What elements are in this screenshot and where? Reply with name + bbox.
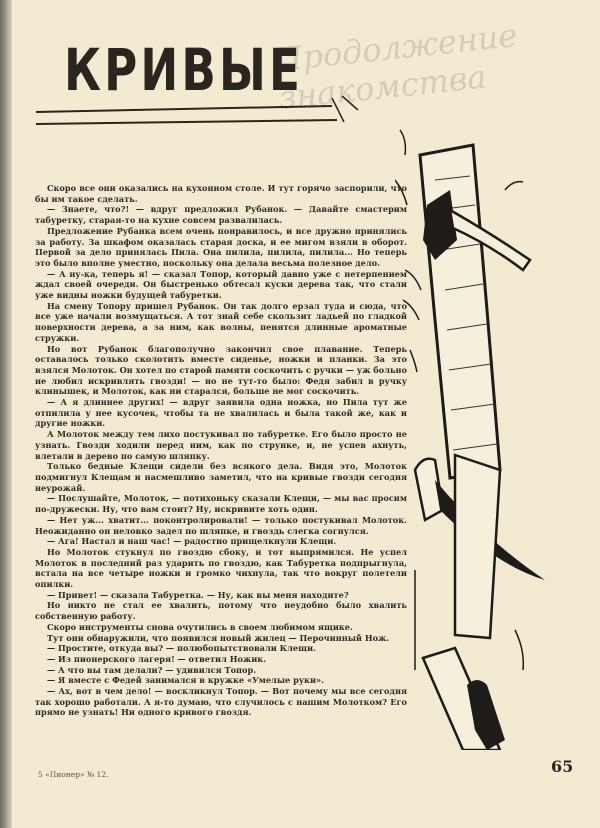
paragraph: — Из пионерского лагеря! — ответил Ножик. [47,653,267,664]
page-number: 65 [551,757,574,776]
paragraph: Предложение Рубанка всем очень понравилось, и все дружно принялись за работу. За шкафом оказалась старая доска, и ее мигом взяли в оборот. Первой за дело принялась Пила. Она пилила, пилила, пилила... Но теперь это было вполне уместно, поскольку она делала весьма полезное дело. [35,225,407,268]
paragraph: — Я вместе с Федей занимался в кружке «Умелые руки». [47,675,325,686]
paragraph: — Ах, вот в чем дело! — воскликнул Топор. — Вот почему мы все сегодня так хорошо работали. А я-то думаю, что случилось с нашим Молотком? Его прямо не узнать! Ни одного кривого гвоздя. [35,686,407,718]
paragraph: Тут они обнаружили, что появился новый жилец — Перочинный Нож. [47,632,390,643]
paragraph: Скоро инструменты снова очутились в своем любимом ящике. [47,621,353,632]
story-title: КРИВЫЕ [64,36,303,104]
issue-signature: 5 «Пионер» № 12. [38,770,109,779]
paragraph: Скоро все они оказались на кухонном столе. И тут горячо заспорили, что бы им такое сделать. [35,183,407,204]
paragraph: — Нет уж... хватит... поконтролировали! — только постукивал Молоток. Неожиданно он неловко задел по шляпке, и гвоздь слегка согнулся. [35,514,407,536]
paragraph: — Простите, откуда вы? — полюбопытствовали Клещи. [47,643,316,654]
title-block [32,36,332,126]
paragraph: Только бедные Клещи сидели без всякого дела. Видя это, Молоток подмигнул Клещам и насмешливо заметил, что на кривые гвозди сегодня неурожай. [35,461,407,493]
tools-illustration-icon [395,110,575,750]
story-text [35,183,407,718]
paragraph: Но Молоток стукнул по гвоздю сбоку, и тот выпрямился. Не успел Молоток в последний раз ударить по гвоздю, как Табуретка подпрыгнула, встала на все четыре ножки и громко чихнула, так что вокруг полетели опилки. [35,546,407,590]
title-underline-icon [32,86,372,126]
paragraph: — А ну-ка, теперь я! — сказал Топор, который давно уже с нетерпением ждал своей очереди. Он быстренько обтесал куски дерева так, что стали уже видны ножки будущей табуретки. [35,268,407,301]
paragraph: — Ага! Настал и наш час! — радостно прищелкнули Клещи. [47,536,337,547]
paragraph: А Молоток между тем лихо постукивал по табуретке. Его было просто не узнать. Гвозди ходили перед ним, как по струнке, и, не успев ахнуть, влетали в дерево по самую шляпку. [35,429,407,461]
paragraph: — Привет! — сказала Табуретка. — Ну, как вы меня находите? [47,589,349,600]
paragraph: На смену Топору пришел Рубанок. Он так долго ерзал туда и сюда, что все уже начали возмущаться. А тот знай себе скользит ладьей по гладкой поверхности дерева, а за ним, как волны, пенятся длинные ароматные стружки. [35,300,407,343]
paragraph: — Знаете, что?! — вдруг предложил Рубанок. — Давайте смастерим табуретку, старая-то на кухне совсем развалилась. [35,204,407,226]
bleed-through-text: Продолжение знакомства [272,15,519,117]
paragraph: Но никто не стал ее хвалить, потому что неудобно было хвалить собственную работу. [35,600,407,622]
paragraph: — Послушайте, Молоток, — потихоньку сказали Клещи, — мы вас просим по-дружески. Ну, что вам стоит? Ну, искривите хоть один. [35,493,407,515]
paragraph: Но вот Рубанок благополучно закончил свое плавание. Теперь оставалось только сколотить вместе сиденье, ножки и планки. За это взялся Молоток. Он хотел по старой памяти соскочить с ручки — уж больно не любил искривлять гвозди! — но не тут-то было: Федя забил в ручку клинышек, и Молоток, как ни старался, больше не мог соскочить. [35,343,407,397]
paragraph: — А что вы там делали? — удивился Топор. [47,664,257,675]
paragraph: — А я длиннее других! — вдруг заявила одна ножка, но Пила тут же отпилила у нее кусочек, чтобы та не хвалилась и была такой же, как и другие ножки. [35,397,407,429]
book-spine [0,0,12,828]
